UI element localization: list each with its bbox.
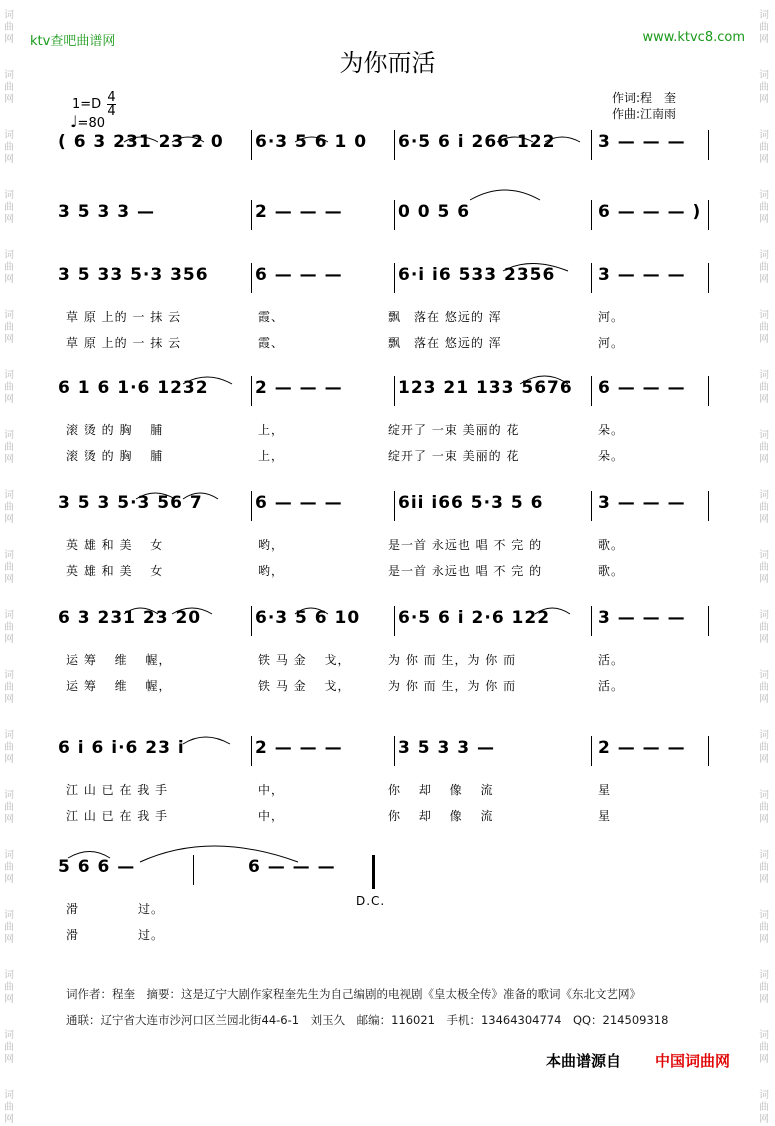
measure-notes: 2 — — — (255, 738, 343, 758)
lyric-line-2: 江 山 已 在 我 手 (66, 809, 169, 823)
watermark-text: 词曲网 (759, 430, 769, 465)
bar-line (708, 606, 709, 636)
bar-line (708, 263, 709, 293)
watermark-text: 词曲网 (4, 970, 14, 1005)
da-capo-mark: D.C. (356, 894, 386, 908)
watermark-text: 词曲网 (4, 1090, 14, 1125)
bar-line (708, 200, 709, 230)
watermark-text: 词曲网 (759, 1030, 769, 1065)
time-top: 4 (107, 90, 116, 105)
measure-notes: 6ii i66 5·3 5 6 (398, 493, 544, 513)
lyric-line-2: 过。 (138, 928, 165, 942)
watermark-text: 词曲网 (4, 730, 14, 765)
lyric-line-1: 活。 (598, 653, 625, 667)
bar-line (591, 263, 592, 293)
watermark-text: 词曲网 (4, 430, 14, 465)
key-label: 1=D (72, 97, 102, 112)
site-name-left[interactable]: ktv查吧曲谱网 (30, 34, 116, 49)
lyric-line-2: 滑 (66, 928, 80, 942)
lyric-line-1: 滚 烫 的 胸 脯 (66, 423, 164, 437)
lyric-line-2: 草 原 上的 一 抹 云 (66, 336, 182, 350)
measure-notes: 6 — — — (255, 265, 343, 285)
measure-notes: 6·3 5 6 1 0 (255, 132, 368, 152)
measure-notes: 3 — — — (598, 493, 686, 513)
bar-line (251, 491, 252, 521)
score-row (58, 736, 718, 776)
measure-notes: 6 — — — ) (598, 202, 702, 222)
watermark-text: 词曲网 (4, 70, 14, 105)
site-url-right[interactable]: www.ktvc8.com (642, 30, 745, 45)
watermark-text: 词曲网 (759, 130, 769, 165)
watermark-text: 词曲网 (759, 730, 769, 765)
watermark-text: 词曲网 (759, 670, 769, 705)
lyric-line-2: 朵。 (598, 449, 625, 463)
bar-line (251, 736, 252, 766)
bar-line (591, 491, 592, 521)
measure-notes: 6 — — — (598, 378, 686, 398)
time-bottom: 4 (107, 104, 116, 119)
lyric-line-1: 歌。 (598, 538, 625, 552)
measure-notes: 6 1 6 1·6 1232 (58, 378, 209, 398)
song-title: 为你而活 (339, 49, 436, 77)
lyric-line-2: 歌。 (598, 564, 625, 578)
lyric-line-2: 上， (258, 449, 285, 463)
watermark-text: 词曲网 (759, 490, 769, 525)
measure-notes: ( 6 3 231 23 2 0 (58, 132, 224, 152)
measure-notes: 2 — — — (255, 378, 343, 398)
lyric-line-2: 为 你 而 生，为 你 而 (388, 679, 517, 693)
lyric-line-1: 铁 马 金 戈， (258, 653, 351, 667)
quarter-note-icon: ♩ (70, 112, 78, 131)
watermark-text: 词曲网 (759, 310, 769, 345)
source-site-link[interactable]: 中国词曲网 (655, 1052, 731, 1070)
bar-line (251, 200, 252, 230)
bar-line (591, 606, 592, 636)
tempo-value: =80 (77, 116, 105, 131)
lyric-line-1: 是一首 永远也 唱 不 完 的 (388, 538, 543, 552)
watermark-text: 词曲网 (759, 910, 769, 945)
bar-line (394, 200, 395, 230)
lyricist-credit: 作词:程 奎 (612, 91, 677, 105)
measure-notes: 6·5 6 i 266 122 (398, 132, 556, 152)
measure-notes: 3 5 3 5·3 56 7 (58, 493, 203, 513)
footer-contact: 通联：辽宁省大连市沙河口区兰园北街44-6-1 刘玉久 邮编：116021 手机：13464304774 QQ：214509318 (66, 1013, 669, 1027)
watermark-text: 词曲网 (4, 850, 14, 885)
measure-notes: 6·3 5 6 10 (255, 608, 361, 628)
lyric-line-2: 河。 (598, 336, 625, 350)
lyric-line-2: 运 筹 维 幄， (66, 679, 172, 693)
lyric-line-1: 为 你 而 生，为 你 而 (388, 653, 517, 667)
bar-line (251, 130, 252, 160)
measure-notes: 3 — — — (598, 608, 686, 628)
watermark-text: 词曲网 (759, 970, 769, 1005)
watermark-text: 词曲网 (4, 190, 14, 225)
watermark-text: 词曲网 (759, 70, 769, 105)
lyric-line-1: 星 (598, 783, 612, 797)
watermark-text: 词曲网 (4, 550, 14, 585)
measure-notes: 5 6 6 — (58, 857, 136, 877)
lyric-line-1: 中， (258, 783, 285, 797)
bar-line (193, 855, 194, 885)
bar-line (708, 491, 709, 521)
watermark-text: 词曲网 (4, 310, 14, 345)
measure-notes: 0 0 5 6 (398, 202, 471, 222)
watermark-text: 词曲网 (759, 250, 769, 285)
watermark-text: 词曲网 (759, 790, 769, 825)
bar-line (394, 263, 395, 293)
lyric-line-1: 英 雄 和 美 女 (66, 538, 164, 552)
measure-notes: 6 — — — (255, 493, 343, 513)
measure-notes: 2 — — — (255, 202, 343, 222)
bar-line (251, 263, 252, 293)
bar-line (708, 376, 709, 406)
watermark-text: 词曲网 (759, 550, 769, 585)
lyric-line-1: 飘 落在 悠远的 浑 (388, 310, 502, 324)
measure-notes: 6 — — — (248, 857, 336, 877)
watermark-text: 词曲网 (4, 10, 14, 45)
lyric-line-1: 霞、 (258, 310, 285, 324)
measure-notes: 3 5 3 3 — (398, 738, 495, 758)
lyric-line-2: 绽开了 一束 美丽的 花 (388, 449, 520, 463)
bar-line (591, 130, 592, 160)
bar-line (708, 130, 709, 160)
lyric-line-1: 江 山 已 在 我 手 (66, 783, 169, 797)
score-row (58, 491, 718, 531)
lyric-line-2: 霞、 (258, 336, 285, 350)
watermark-text: 词曲网 (4, 490, 14, 525)
measure-notes: 3 — — — (598, 265, 686, 285)
watermark-text: 词曲网 (4, 790, 14, 825)
lyric-line-1: 草 原 上的 一 抹 云 (66, 310, 182, 324)
lyric-line-1: 你 却 像 流 (388, 783, 494, 797)
watermark-text: 词曲网 (4, 370, 14, 405)
watermark-text: 词曲网 (4, 130, 14, 165)
lyric-line-2: 星 (598, 809, 612, 823)
lyric-line-2: 中， (258, 809, 285, 823)
lyric-line-2: 哟， (258, 564, 285, 578)
lyric-line-2: 飘 落在 悠远的 浑 (388, 336, 502, 350)
bar-line (394, 606, 395, 636)
lyric-line-1: 滑 (66, 902, 80, 916)
lyric-line-2: 活。 (598, 679, 625, 693)
measure-notes: 123 21 133 5676 (398, 378, 573, 398)
lyric-line-1: 上， (258, 423, 285, 437)
footer-summary: 词作者：程奎 摘要：这是辽宁大剧作家程奎先生为自己编剧的电视剧《皇太极全传》准备的歌词《东北文艺网》 (66, 987, 641, 1001)
watermark-text: 词曲网 (4, 910, 14, 945)
lyric-line-1: 朵。 (598, 423, 625, 437)
bar-line (394, 491, 395, 521)
watermark-text: 词曲网 (759, 1090, 769, 1125)
measure-notes: 3 — — — (598, 132, 686, 152)
composer-credit: 作曲:江南雨 (612, 107, 677, 121)
lyric-line-1: 绽开了 一束 美丽的 花 (388, 423, 520, 437)
bar-line (394, 736, 395, 766)
watermark-text: 词曲网 (759, 370, 769, 405)
score-row (58, 263, 718, 303)
score-row (58, 606, 718, 646)
watermark-text: 词曲网 (759, 850, 769, 885)
watermark-text: 词曲网 (4, 670, 14, 705)
measure-notes: 3 5 33 5·3 356 (58, 265, 209, 285)
measure-notes: 6·i i6 533 2356 (398, 265, 556, 285)
measure-notes: 2 — — — (598, 738, 686, 758)
lyric-line-2: 英 雄 和 美 女 (66, 564, 164, 578)
lyric-line-1: 运 筹 维 幄， (66, 653, 172, 667)
tempo-mark (70, 112, 105, 131)
lyric-line-2: 你 却 像 流 (388, 809, 494, 823)
score-row (58, 855, 718, 895)
bar-line (394, 376, 395, 406)
source-label: 本曲谱源自 (546, 1052, 622, 1070)
lyric-line-1: 过。 (138, 902, 165, 916)
watermark-text: 词曲网 (4, 250, 14, 285)
bar-line (394, 130, 395, 160)
bar-line (251, 606, 252, 636)
measure-notes: 6 i 6 i·6 23 i (58, 738, 185, 758)
watermark-text: 词曲网 (759, 190, 769, 225)
bar-line (591, 200, 592, 230)
lyric-line-2: 滚 烫 的 胸 脯 (66, 449, 164, 463)
score-row (58, 130, 718, 170)
measure-notes: 3 5 3 3 — (58, 202, 155, 222)
bar-line (372, 855, 375, 889)
lyric-line-2: 是一首 永远也 唱 不 完 的 (388, 564, 543, 578)
lyric-line-1: 哟， (258, 538, 285, 552)
bar-line (591, 376, 592, 406)
measure-notes: 6 3 231 23 20 (58, 608, 202, 628)
measure-notes: 6·5 6 i 2·6 122 (398, 608, 551, 628)
watermark-text: 词曲网 (4, 1030, 14, 1065)
bar-line (251, 376, 252, 406)
score-row (58, 200, 718, 240)
lyric-line-1: 河。 (598, 310, 625, 324)
bar-line (591, 736, 592, 766)
watermark-text: 词曲网 (4, 610, 14, 645)
watermark-text: 词曲网 (759, 10, 769, 45)
bar-line (708, 736, 709, 766)
lyric-line-2: 铁 马 金 戈， (258, 679, 351, 693)
watermark-text: 词曲网 (759, 610, 769, 645)
score-row (58, 376, 718, 416)
